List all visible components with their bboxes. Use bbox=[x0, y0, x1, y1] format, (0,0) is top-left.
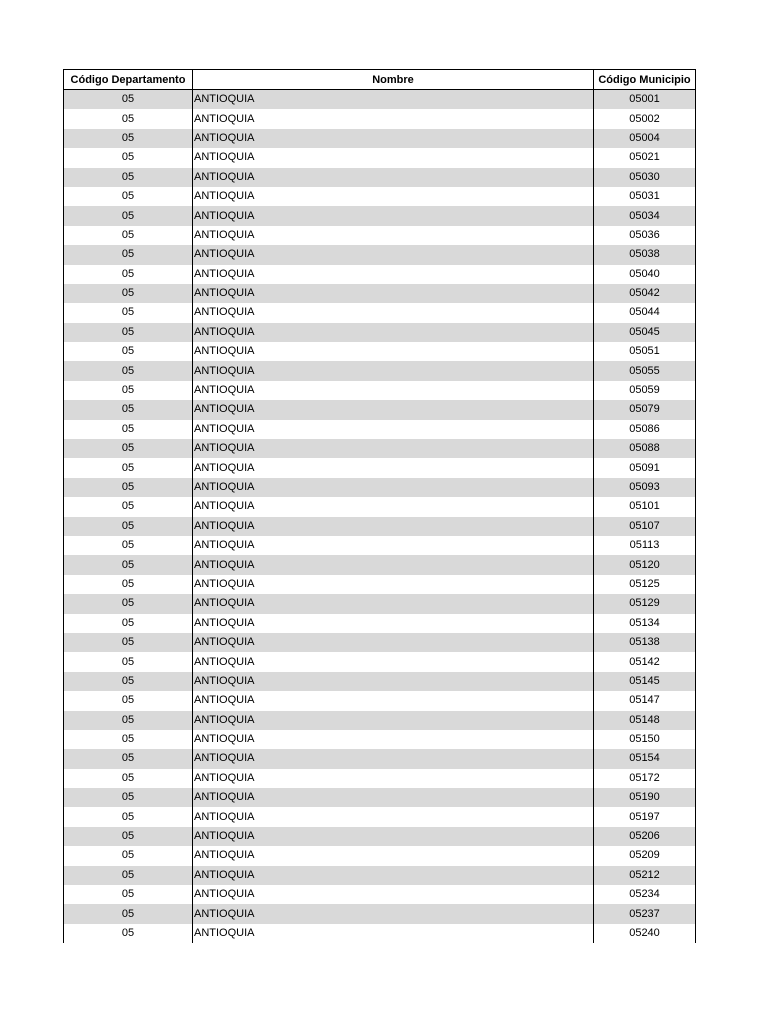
cell-nombre: ANTIOQUIA bbox=[193, 807, 594, 826]
table-row bbox=[64, 342, 696, 361]
cell-nombre: ANTIOQUIA bbox=[193, 303, 594, 322]
table-row bbox=[64, 109, 696, 128]
table-row bbox=[64, 536, 696, 555]
cell-codigo-municipio: 05031 bbox=[594, 187, 696, 206]
header-codigo-municipio: Código Municipio bbox=[594, 70, 696, 90]
cell-nombre: ANTIOQUIA bbox=[193, 187, 594, 206]
cell-codigo-municipio: 05134 bbox=[594, 614, 696, 633]
table-row bbox=[64, 323, 696, 342]
cell-codigo-municipio: 05093 bbox=[594, 478, 696, 497]
cell-codigo-municipio: 05172 bbox=[594, 769, 696, 788]
cell-codigo-departamento: 05 bbox=[64, 536, 193, 555]
cell-codigo-municipio: 05101 bbox=[594, 497, 696, 516]
cell-codigo-municipio: 05086 bbox=[594, 420, 696, 439]
cell-codigo-departamento: 05 bbox=[64, 245, 193, 264]
cell-codigo-departamento: 05 bbox=[64, 420, 193, 439]
cell-codigo-departamento: 05 bbox=[64, 614, 193, 633]
cell-nombre: ANTIOQUIA bbox=[193, 827, 594, 846]
cell-codigo-municipio: 05088 bbox=[594, 439, 696, 458]
cell-codigo-departamento: 05 bbox=[64, 129, 193, 148]
cell-codigo-departamento: 05 bbox=[64, 788, 193, 807]
cell-nombre: ANTIOQUIA bbox=[193, 846, 594, 865]
cell-codigo-departamento: 05 bbox=[64, 497, 193, 516]
cell-nombre: ANTIOQUIA bbox=[193, 245, 594, 264]
cell-codigo-municipio: 05040 bbox=[594, 265, 696, 284]
cell-codigo-departamento: 05 bbox=[64, 711, 193, 730]
cell-codigo-municipio: 05120 bbox=[594, 555, 696, 574]
cell-nombre: ANTIOQUIA bbox=[193, 361, 594, 380]
cell-codigo-departamento: 05 bbox=[64, 691, 193, 710]
cell-codigo-departamento: 05 bbox=[64, 769, 193, 788]
cell-codigo-departamento: 05 bbox=[64, 109, 193, 128]
table-row bbox=[64, 672, 696, 691]
municipality-code-table bbox=[63, 69, 696, 943]
cell-codigo-municipio: 05042 bbox=[594, 284, 696, 303]
cell-nombre: ANTIOQUIA bbox=[193, 769, 594, 788]
cell-codigo-departamento: 05 bbox=[64, 284, 193, 303]
cell-codigo-municipio: 05190 bbox=[594, 788, 696, 807]
cell-nombre: ANTIOQUIA bbox=[193, 575, 594, 594]
table-row bbox=[64, 885, 696, 904]
cell-nombre: ANTIOQUIA bbox=[193, 458, 594, 477]
cell-codigo-departamento: 05 bbox=[64, 827, 193, 846]
cell-codigo-departamento: 05 bbox=[64, 265, 193, 284]
cell-nombre: ANTIOQUIA bbox=[193, 109, 594, 128]
cell-codigo-municipio: 05038 bbox=[594, 245, 696, 264]
table-row bbox=[64, 594, 696, 613]
table-row bbox=[64, 361, 696, 380]
cell-codigo-departamento: 05 bbox=[64, 478, 193, 497]
cell-nombre: ANTIOQUIA bbox=[193, 866, 594, 885]
table-row bbox=[64, 769, 696, 788]
cell-codigo-municipio: 05045 bbox=[594, 323, 696, 342]
table-row bbox=[64, 284, 696, 303]
cell-nombre: ANTIOQUIA bbox=[193, 711, 594, 730]
cell-codigo-municipio: 05002 bbox=[594, 109, 696, 128]
cell-nombre: ANTIOQUIA bbox=[193, 478, 594, 497]
table-row bbox=[64, 478, 696, 497]
table-row bbox=[64, 129, 696, 148]
cell-codigo-departamento: 05 bbox=[64, 672, 193, 691]
cell-nombre: ANTIOQUIA bbox=[193, 168, 594, 187]
spreadsheet-page bbox=[63, 69, 695, 943]
cell-codigo-municipio: 05237 bbox=[594, 904, 696, 923]
cell-codigo-departamento: 05 bbox=[64, 904, 193, 923]
cell-codigo-municipio: 05147 bbox=[594, 691, 696, 710]
cell-codigo-municipio: 05148 bbox=[594, 711, 696, 730]
cell-nombre: ANTIOQUIA bbox=[193, 788, 594, 807]
cell-nombre: ANTIOQUIA bbox=[193, 381, 594, 400]
table-row bbox=[64, 187, 696, 206]
table-row bbox=[64, 807, 696, 826]
cell-codigo-departamento: 05 bbox=[64, 303, 193, 322]
cell-nombre: ANTIOQUIA bbox=[193, 652, 594, 671]
cell-nombre: ANTIOQUIA bbox=[193, 672, 594, 691]
cell-codigo-municipio: 05197 bbox=[594, 807, 696, 826]
cell-codigo-departamento: 05 bbox=[64, 652, 193, 671]
table-row bbox=[64, 730, 696, 749]
header-row bbox=[64, 70, 696, 90]
cell-codigo-municipio: 05142 bbox=[594, 652, 696, 671]
cell-codigo-departamento: 05 bbox=[64, 594, 193, 613]
cell-codigo-municipio: 05034 bbox=[594, 206, 696, 225]
cell-nombre: ANTIOQUIA bbox=[193, 420, 594, 439]
cell-codigo-departamento: 05 bbox=[64, 168, 193, 187]
cell-codigo-municipio: 05055 bbox=[594, 361, 696, 380]
cell-codigo-departamento: 05 bbox=[64, 730, 193, 749]
table-header bbox=[64, 70, 696, 90]
table-row bbox=[64, 575, 696, 594]
table-row bbox=[64, 555, 696, 574]
table-row bbox=[64, 749, 696, 768]
header-codigo-departamento: Código Departamento bbox=[64, 70, 193, 90]
table-row bbox=[64, 866, 696, 885]
cell-nombre: ANTIOQUIA bbox=[193, 284, 594, 303]
cell-codigo-municipio: 05091 bbox=[594, 458, 696, 477]
cell-codigo-municipio: 05044 bbox=[594, 303, 696, 322]
cell-codigo-departamento: 05 bbox=[64, 342, 193, 361]
cell-nombre: ANTIOQUIA bbox=[193, 633, 594, 652]
cell-nombre: ANTIOQUIA bbox=[193, 323, 594, 342]
table-row bbox=[64, 633, 696, 652]
table-row bbox=[64, 517, 696, 536]
cell-nombre: ANTIOQUIA bbox=[193, 148, 594, 167]
cell-nombre: ANTIOQUIA bbox=[193, 614, 594, 633]
cell-codigo-municipio: 05004 bbox=[594, 129, 696, 148]
table-body bbox=[64, 90, 696, 944]
cell-codigo-municipio: 05021 bbox=[594, 148, 696, 167]
cell-codigo-departamento: 05 bbox=[64, 633, 193, 652]
cell-nombre: ANTIOQUIA bbox=[193, 265, 594, 284]
cell-codigo-departamento: 05 bbox=[64, 575, 193, 594]
table-row bbox=[64, 614, 696, 633]
table-row bbox=[64, 846, 696, 865]
cell-codigo-departamento: 05 bbox=[64, 439, 193, 458]
cell-nombre: ANTIOQUIA bbox=[193, 594, 594, 613]
cell-codigo-departamento: 05 bbox=[64, 749, 193, 768]
cell-codigo-municipio: 05030 bbox=[594, 168, 696, 187]
cell-codigo-municipio: 05240 bbox=[594, 924, 696, 943]
cell-codigo-departamento: 05 bbox=[64, 187, 193, 206]
cell-codigo-departamento: 05 bbox=[64, 361, 193, 380]
cell-nombre: ANTIOQUIA bbox=[193, 749, 594, 768]
cell-codigo-departamento: 05 bbox=[64, 226, 193, 245]
cell-nombre: ANTIOQUIA bbox=[193, 517, 594, 536]
cell-codigo-departamento: 05 bbox=[64, 148, 193, 167]
table-row bbox=[64, 245, 696, 264]
cell-nombre: ANTIOQUIA bbox=[193, 904, 594, 923]
cell-codigo-municipio: 05001 bbox=[594, 90, 696, 110]
cell-codigo-departamento: 05 bbox=[64, 90, 193, 110]
cell-codigo-municipio: 05036 bbox=[594, 226, 696, 245]
table-row bbox=[64, 226, 696, 245]
table-row bbox=[64, 168, 696, 187]
table-row bbox=[64, 265, 696, 284]
cell-nombre: ANTIOQUIA bbox=[193, 924, 594, 943]
table-row bbox=[64, 90, 696, 110]
cell-codigo-municipio: 05206 bbox=[594, 827, 696, 846]
cell-nombre: ANTIOQUIA bbox=[193, 439, 594, 458]
cell-codigo-departamento: 05 bbox=[64, 807, 193, 826]
cell-codigo-departamento: 05 bbox=[64, 400, 193, 419]
cell-nombre: ANTIOQUIA bbox=[193, 555, 594, 574]
table-row bbox=[64, 400, 696, 419]
cell-codigo-departamento: 05 bbox=[64, 323, 193, 342]
table-row bbox=[64, 303, 696, 322]
table-row bbox=[64, 206, 696, 225]
cell-codigo-municipio: 05145 bbox=[594, 672, 696, 691]
cell-codigo-municipio: 05051 bbox=[594, 342, 696, 361]
cell-codigo-departamento: 05 bbox=[64, 866, 193, 885]
header-nombre: Nombre bbox=[193, 70, 594, 90]
cell-codigo-municipio: 05059 bbox=[594, 381, 696, 400]
table-row bbox=[64, 691, 696, 710]
cell-codigo-municipio: 05234 bbox=[594, 885, 696, 904]
table-row bbox=[64, 458, 696, 477]
table-row bbox=[64, 711, 696, 730]
table-row bbox=[64, 439, 696, 458]
cell-codigo-municipio: 05113 bbox=[594, 536, 696, 555]
cell-nombre: ANTIOQUIA bbox=[193, 90, 594, 110]
table-row bbox=[64, 420, 696, 439]
cell-nombre: ANTIOQUIA bbox=[193, 342, 594, 361]
cell-nombre: ANTIOQUIA bbox=[193, 129, 594, 148]
cell-nombre: ANTIOQUIA bbox=[193, 400, 594, 419]
table-row bbox=[64, 788, 696, 807]
cell-codigo-municipio: 05107 bbox=[594, 517, 696, 536]
cell-codigo-municipio: 05079 bbox=[594, 400, 696, 419]
cell-codigo-departamento: 05 bbox=[64, 885, 193, 904]
cell-codigo-municipio: 05150 bbox=[594, 730, 696, 749]
cell-nombre: ANTIOQUIA bbox=[193, 536, 594, 555]
cell-codigo-departamento: 05 bbox=[64, 381, 193, 400]
cell-nombre: ANTIOQUIA bbox=[193, 885, 594, 904]
table-row bbox=[64, 904, 696, 923]
cell-codigo-departamento: 05 bbox=[64, 206, 193, 225]
cell-nombre: ANTIOQUIA bbox=[193, 226, 594, 245]
cell-nombre: ANTIOQUIA bbox=[193, 206, 594, 225]
cell-codigo-departamento: 05 bbox=[64, 846, 193, 865]
cell-codigo-municipio: 05129 bbox=[594, 594, 696, 613]
table-row bbox=[64, 497, 696, 516]
cell-codigo-municipio: 05154 bbox=[594, 749, 696, 768]
cell-nombre: ANTIOQUIA bbox=[193, 691, 594, 710]
cell-codigo-departamento: 05 bbox=[64, 517, 193, 536]
table-row bbox=[64, 924, 696, 943]
cell-nombre: ANTIOQUIA bbox=[193, 730, 594, 749]
table-row bbox=[64, 148, 696, 167]
cell-codigo-departamento: 05 bbox=[64, 924, 193, 943]
table-row bbox=[64, 827, 696, 846]
cell-codigo-municipio: 05138 bbox=[594, 633, 696, 652]
table-row bbox=[64, 652, 696, 671]
cell-codigo-municipio: 05209 bbox=[594, 846, 696, 865]
cell-codigo-departamento: 05 bbox=[64, 555, 193, 574]
cell-codigo-municipio: 05125 bbox=[594, 575, 696, 594]
table-row bbox=[64, 381, 696, 400]
cell-codigo-departamento: 05 bbox=[64, 458, 193, 477]
cell-nombre: ANTIOQUIA bbox=[193, 497, 594, 516]
cell-codigo-municipio: 05212 bbox=[594, 866, 696, 885]
